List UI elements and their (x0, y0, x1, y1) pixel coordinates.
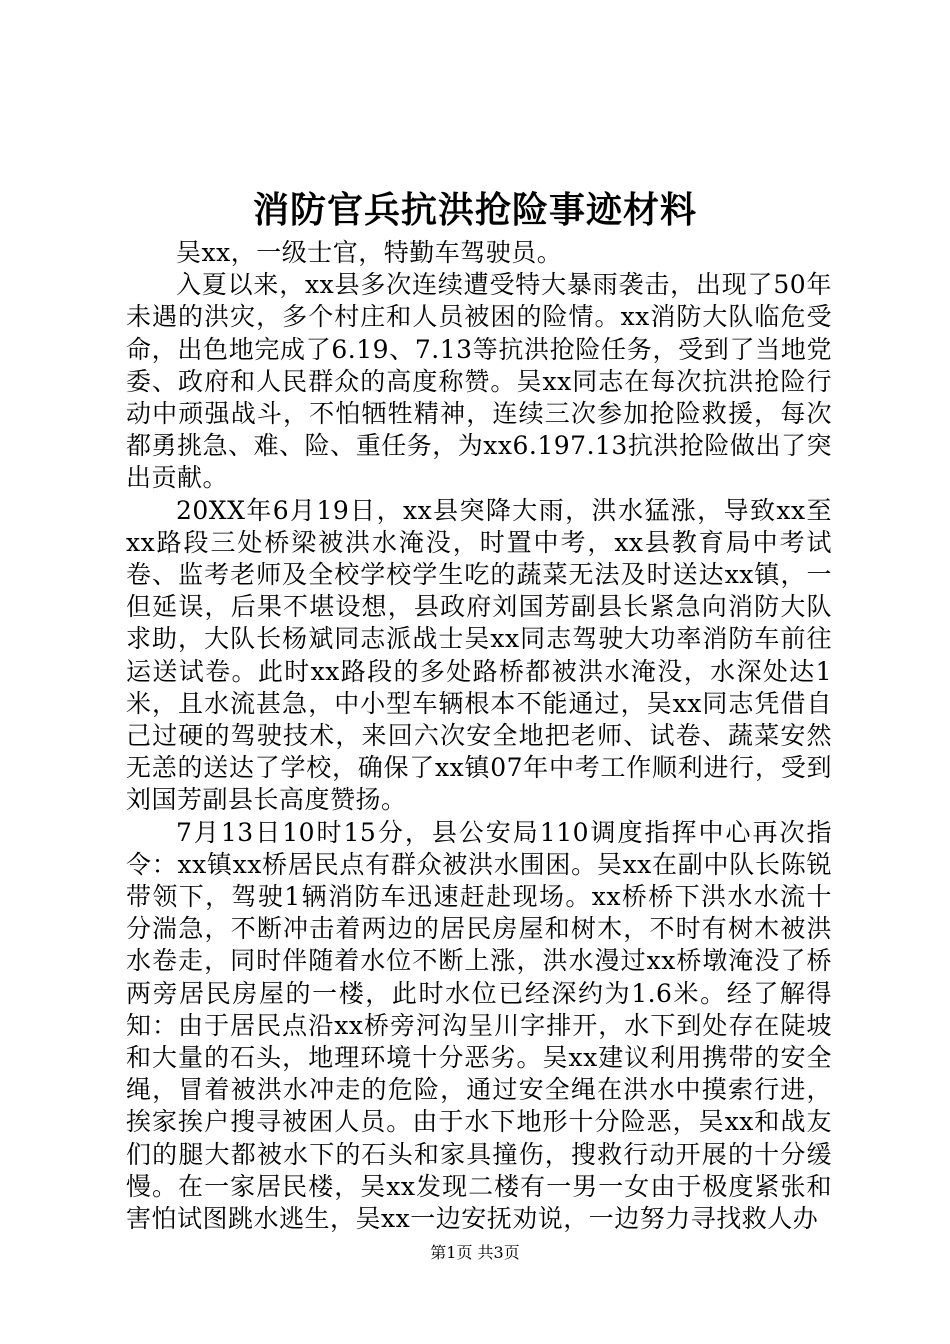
page-footer: 第1页 共3页 (430, 1243, 520, 1262)
document-title: 消防官兵抗洪抢险事迹材料 (252, 189, 697, 231)
paragraph-intro: 吴xx，一级士官，特勤车驾驶员。 (176, 238, 563, 267)
paragraph-june-19: 20XX年6月19日，xx县突降大雨，洪水猛涨，导致xx至xx路段三处桥梁被洪水淹没，时置中考，xx县教育局中考试卷、监考老师及全校学校学生吃的蔬菜无法及时送达xx镇，一但延误，后果不堪设想，县政府刘国芳副县长紧急向消防大队求助，大队长杨斌同志派战士吴xx同志驾驶大功率消防车前往运送试卷。此时xx路段的多处路桥都被洪水淹没，水深处达1米，且水流甚急，中小型车辆根本不能通过，吴xx同志凭借自己过硬的驾驶技术，来回六次安全地把老师、试卷、蔬菜安然无恙的送达了学校，确保了xx镇07年中考工作顺利进行，受到刘国芳副县长高度赞扬。 (126, 495, 832, 815)
paragraph-summary: 入夏以来，xx县多次连续遭受特大暴雨袭击，出现了50年未遇的洪灾，多个村庄和人员被困的险情。xx消防大队临危受命，出色地完成了6.19、7.13等抗洪抢险任务，受到了当地党委、政府和人民群众的高度称赞。吴xx同志在每次抗洪抢险行动中顽强战斗，不怕牺牲精神，连续三次参加抢险救援，每次都勇挑急、难、险、重任务，为xx6.197.13抗洪抢险做出了突出贡献。 (126, 270, 832, 493)
document-body (126, 237, 832, 1235)
paragraph-july-13: 7月13日10时15分，县公安局110调度指挥中心再次指令：xx镇xx桥居民点有群众被洪水围困。吴xx在副中队长陈锐带领下，驾驶1辆消防车迅速赶赴现场。xx桥桥下洪水水流十分湍急，不断冲击着两边的居民房屋和树木，不时有树木被洪水卷走，同时伴随着水位不断上涨，洪水漫过xx桥墩淹没了桥两旁居民房屋的一楼，此时水位已经深约为1.6米。经了解得知：由于居民点沿xx桥旁河沟呈川字排开，水下到处存在陡坡和大量的石头，地理环境十分恶劣。吴xx建议利用携带的安全绳，冒着被洪水冲走的危险，通过安全绳在洪水中摸索行进，挨家挨户搜寻被困人员。由于水下地形十分险恶，吴xx和战友们的腿大都被水下的石头和家具撞伤，搜救行动开展的十分缓慢。在一家居民楼，吴xx发现二楼有一男一女由于极度紧张和害怕试图跳水逃生，吴xx一边安抚劝说，一边努力寻找救人办 (126, 817, 832, 1234)
